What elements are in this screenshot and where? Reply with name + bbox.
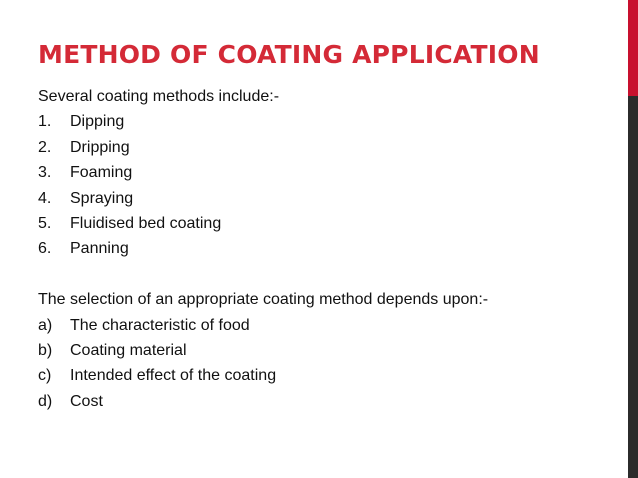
list-marker: 5. — [38, 214, 52, 232]
list-marker: a) — [38, 316, 53, 334]
list-item-text: The characteristic of food — [70, 316, 250, 334]
factor-item — [38, 389, 608, 414]
blank-line — [38, 262, 608, 287]
list-marker: 4. — [38, 189, 52, 207]
factor-item — [38, 363, 608, 388]
factor-item — [38, 338, 608, 363]
list-item-text: Coating material — [70, 341, 187, 359]
list-marker: c) — [38, 367, 52, 385]
method-item — [38, 211, 608, 236]
list-item-text: Intended effect of the coating — [70, 367, 277, 385]
method-item — [38, 109, 608, 134]
list-marker: 6. — [38, 240, 52, 258]
list-marker: b) — [38, 341, 53, 359]
list-marker: 1. — [38, 113, 52, 131]
list-item-text: Fluidised bed coating — [70, 214, 222, 232]
list-item-text: Dripping — [70, 138, 130, 156]
list-item-text: Dipping — [70, 113, 125, 131]
factor-item — [38, 313, 608, 338]
list-marker: 2. — [38, 138, 52, 156]
list-item-text: Foaming — [70, 164, 133, 182]
method-item — [38, 135, 608, 160]
method-item — [38, 160, 608, 185]
list-item-text: Cost — [70, 392, 103, 410]
selection-intro: The selection of an appropriate coating method depends upon:- — [38, 291, 489, 309]
method-item — [38, 236, 608, 261]
list-marker: 3. — [38, 164, 52, 182]
slide-title: METHOD OF COATING APPLICATION — [38, 40, 540, 69]
list-item-text: Spraying — [70, 189, 134, 207]
method-item — [38, 186, 608, 211]
list-marker: d) — [38, 392, 53, 410]
list-item-text: Panning — [70, 240, 129, 258]
side-bar-accent — [628, 0, 638, 96]
methods-intro: Several coating methods include:- — [38, 88, 280, 105]
slide-body — [38, 84, 608, 414]
